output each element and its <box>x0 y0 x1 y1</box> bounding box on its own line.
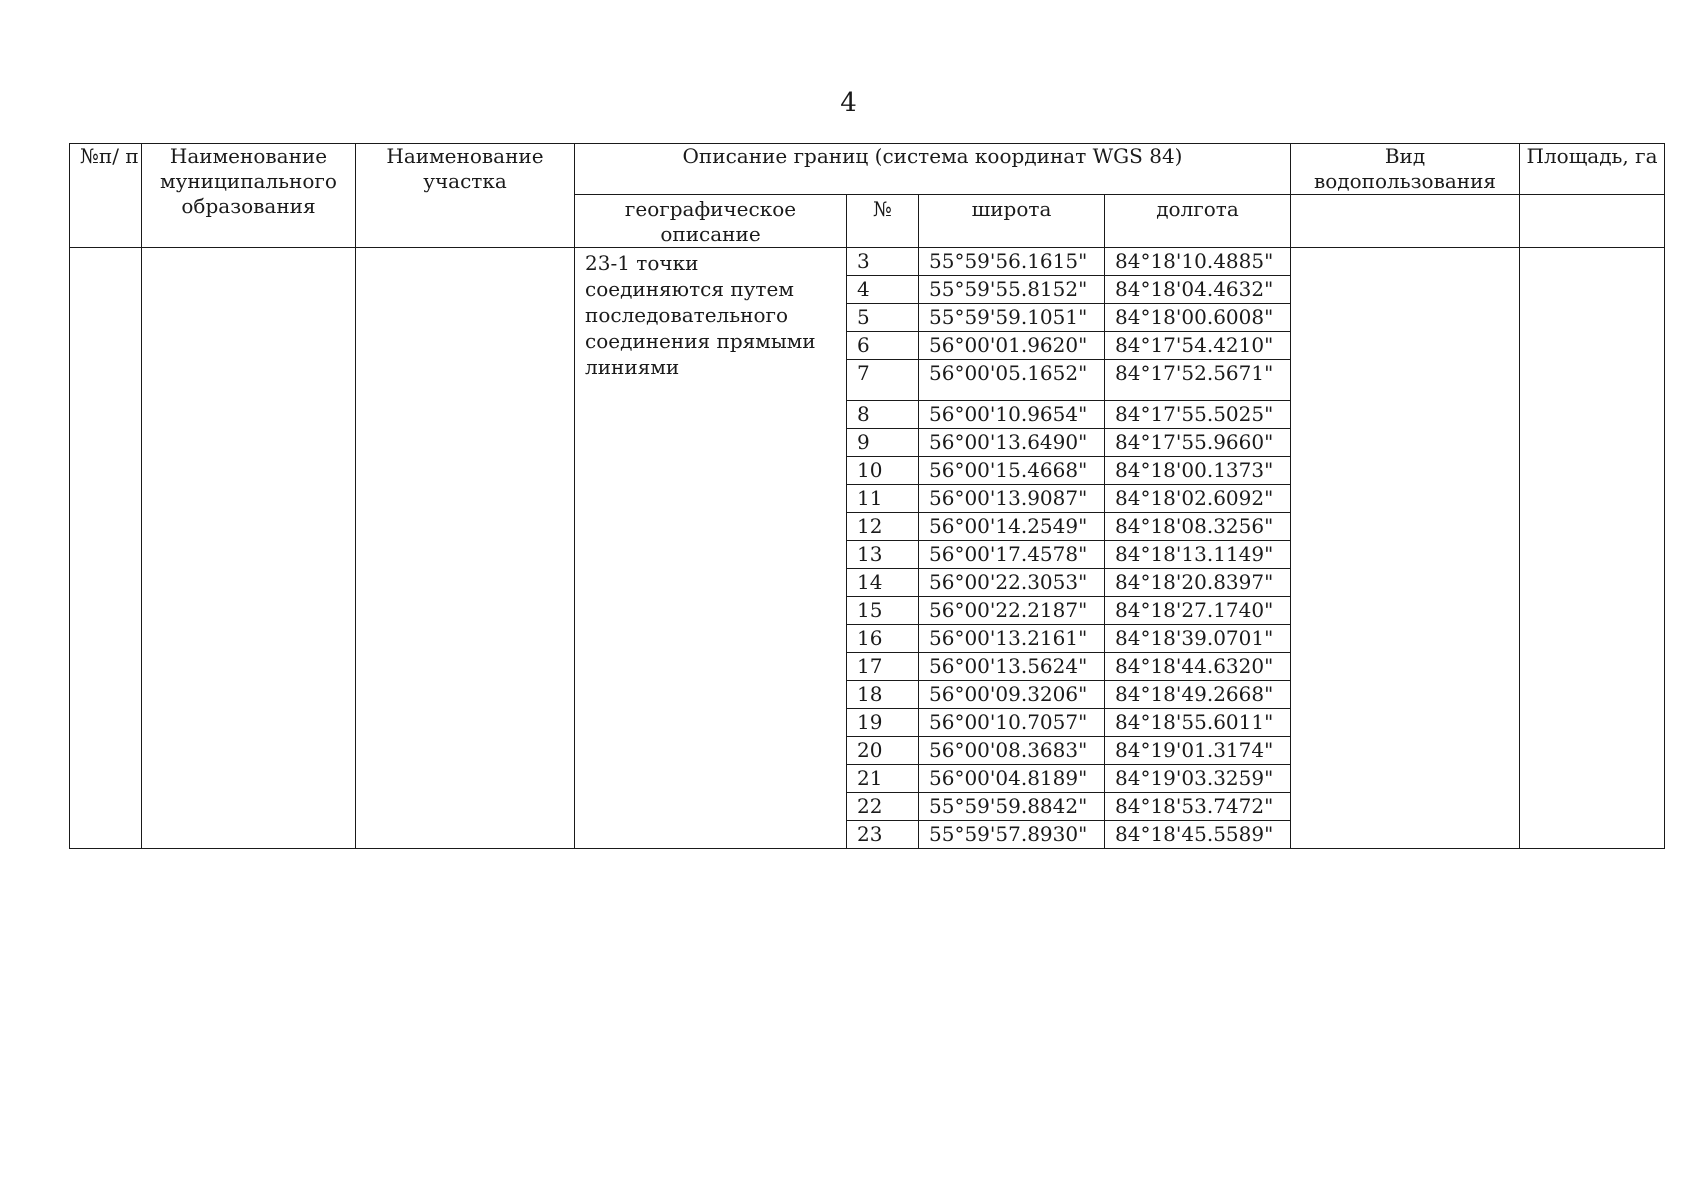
cell-latitude: 56°00'08.3683" <box>919 737 1105 765</box>
cell-latitude: 56°00'05.1652" <box>919 360 1105 401</box>
header-latitude: широта <box>919 195 1105 248</box>
cell-longitude: 84°18'02.6092" <box>1105 485 1291 513</box>
cell-point-no: 17 <box>847 653 919 681</box>
boundary-coordinates-table <box>69 143 1665 849</box>
cell-longitude: 84°17'55.9660" <box>1105 429 1291 457</box>
cell-longitude: 84°18'39.0701" <box>1105 625 1291 653</box>
cell-latitude: 56°00'13.2161" <box>919 625 1105 653</box>
cell-longitude: 84°18'49.2668" <box>1105 681 1291 709</box>
cell-latitude: 56°00'14.2549" <box>919 513 1105 541</box>
cell-point-no: 23 <box>847 821 919 849</box>
cell-latitude: 56°00'10.9654" <box>919 401 1105 429</box>
cell-point-no: 5 <box>847 304 919 332</box>
cell-latitude: 56°00'13.5624" <box>919 653 1105 681</box>
cell-longitude: 84°18'00.1373" <box>1105 457 1291 485</box>
cell-point-no: 21 <box>847 765 919 793</box>
cell-latitude: 55°59'59.1051" <box>919 304 1105 332</box>
cell-longitude: 84°18'10.4885" <box>1105 248 1291 276</box>
cell-area <box>1520 248 1665 849</box>
cell-point-no: 7 <box>847 360 919 401</box>
header-site: Наименование участка <box>356 144 575 248</box>
header-longitude: долгота <box>1105 195 1291 248</box>
cell-point-no: 19 <box>847 709 919 737</box>
cell-longitude: 84°18'27.1740" <box>1105 597 1291 625</box>
cell-longitude: 84°18'13.1149" <box>1105 541 1291 569</box>
cell-point-no: 10 <box>847 457 919 485</box>
cell-longitude: 84°18'20.8397" <box>1105 569 1291 597</box>
header-point-no: № <box>847 195 919 248</box>
cell-point-no: 3 <box>847 248 919 276</box>
cell-latitude: 56°00'22.3053" <box>919 569 1105 597</box>
cell-point-no: 14 <box>847 569 919 597</box>
header-num: №п/ п <box>70 144 142 248</box>
cell-latitude: 56°00'04.8189" <box>919 765 1105 793</box>
cell-point-no: 22 <box>847 793 919 821</box>
cell-latitude: 56°00'13.6490" <box>919 429 1105 457</box>
cell-longitude: 84°19'03.3259" <box>1105 765 1291 793</box>
header-geo-description: географическое описание <box>575 195 847 248</box>
cell-latitude: 56°00'09.3206" <box>919 681 1105 709</box>
page-number: 4 <box>840 88 857 118</box>
cell-water-use <box>1291 248 1520 849</box>
cell-longitude: 84°18'08.3256" <box>1105 513 1291 541</box>
cell-latitude: 56°00'13.9087" <box>919 485 1105 513</box>
cell-latitude: 56°00'22.2187" <box>919 597 1105 625</box>
cell-point-no: 9 <box>847 429 919 457</box>
cell-latitude: 56°00'01.9620" <box>919 332 1105 360</box>
cell-longitude: 84°17'52.5671" <box>1105 360 1291 401</box>
cell-latitude: 56°00'10.7057" <box>919 709 1105 737</box>
cell-latitude: 55°59'57.8930" <box>919 821 1105 849</box>
cell-latitude: 56°00'17.4578" <box>919 541 1105 569</box>
cell-latitude: 56°00'15.4668" <box>919 457 1105 485</box>
header-water-use-sub <box>1291 195 1520 248</box>
cell-point-no: 13 <box>847 541 919 569</box>
cell-longitude: 84°17'54.4210" <box>1105 332 1291 360</box>
cell-longitude: 84°19'01.3174" <box>1105 737 1291 765</box>
cell-longitude: 84°18'55.6011" <box>1105 709 1291 737</box>
cell-longitude: 84°17'55.5025" <box>1105 401 1291 429</box>
header-municipality: Наименование муниципального образования <box>142 144 356 248</box>
cell-longitude: 84°18'04.4632" <box>1105 276 1291 304</box>
cell-point-no: 12 <box>847 513 919 541</box>
cell-longitude: 84°18'45.5589" <box>1105 821 1291 849</box>
cell-latitude: 55°59'55.8152" <box>919 276 1105 304</box>
cell-geo-description: 23-1 точки соединяются путем последовательного соединения прямыми линиями <box>575 248 847 849</box>
cell-point-no: 16 <box>847 625 919 653</box>
cell-point-no: 18 <box>847 681 919 709</box>
cell-point-no: 4 <box>847 276 919 304</box>
cell-point-no: 15 <box>847 597 919 625</box>
cell-longitude: 84°18'44.6320" <box>1105 653 1291 681</box>
cell-point-no: 20 <box>847 737 919 765</box>
header-boundary-group: Описание границ (система координат WGS 84) <box>575 144 1291 195</box>
cell-longitude: 84°18'53.7472" <box>1105 793 1291 821</box>
cell-num <box>70 248 142 849</box>
cell-point-no: 11 <box>847 485 919 513</box>
cell-point-no: 8 <box>847 401 919 429</box>
cell-latitude: 55°59'59.8842" <box>919 793 1105 821</box>
cell-point-no: 6 <box>847 332 919 360</box>
header-area-sub <box>1520 195 1665 248</box>
table-row <box>70 248 1665 276</box>
cell-longitude: 84°18'00.6008" <box>1105 304 1291 332</box>
cell-municipality <box>142 248 356 849</box>
cell-site <box>356 248 575 849</box>
header-water-use: Вид водопользования <box>1291 144 1520 195</box>
header-area: Площадь, га <box>1520 144 1665 195</box>
cell-latitude: 55°59'56.1615" <box>919 248 1105 276</box>
